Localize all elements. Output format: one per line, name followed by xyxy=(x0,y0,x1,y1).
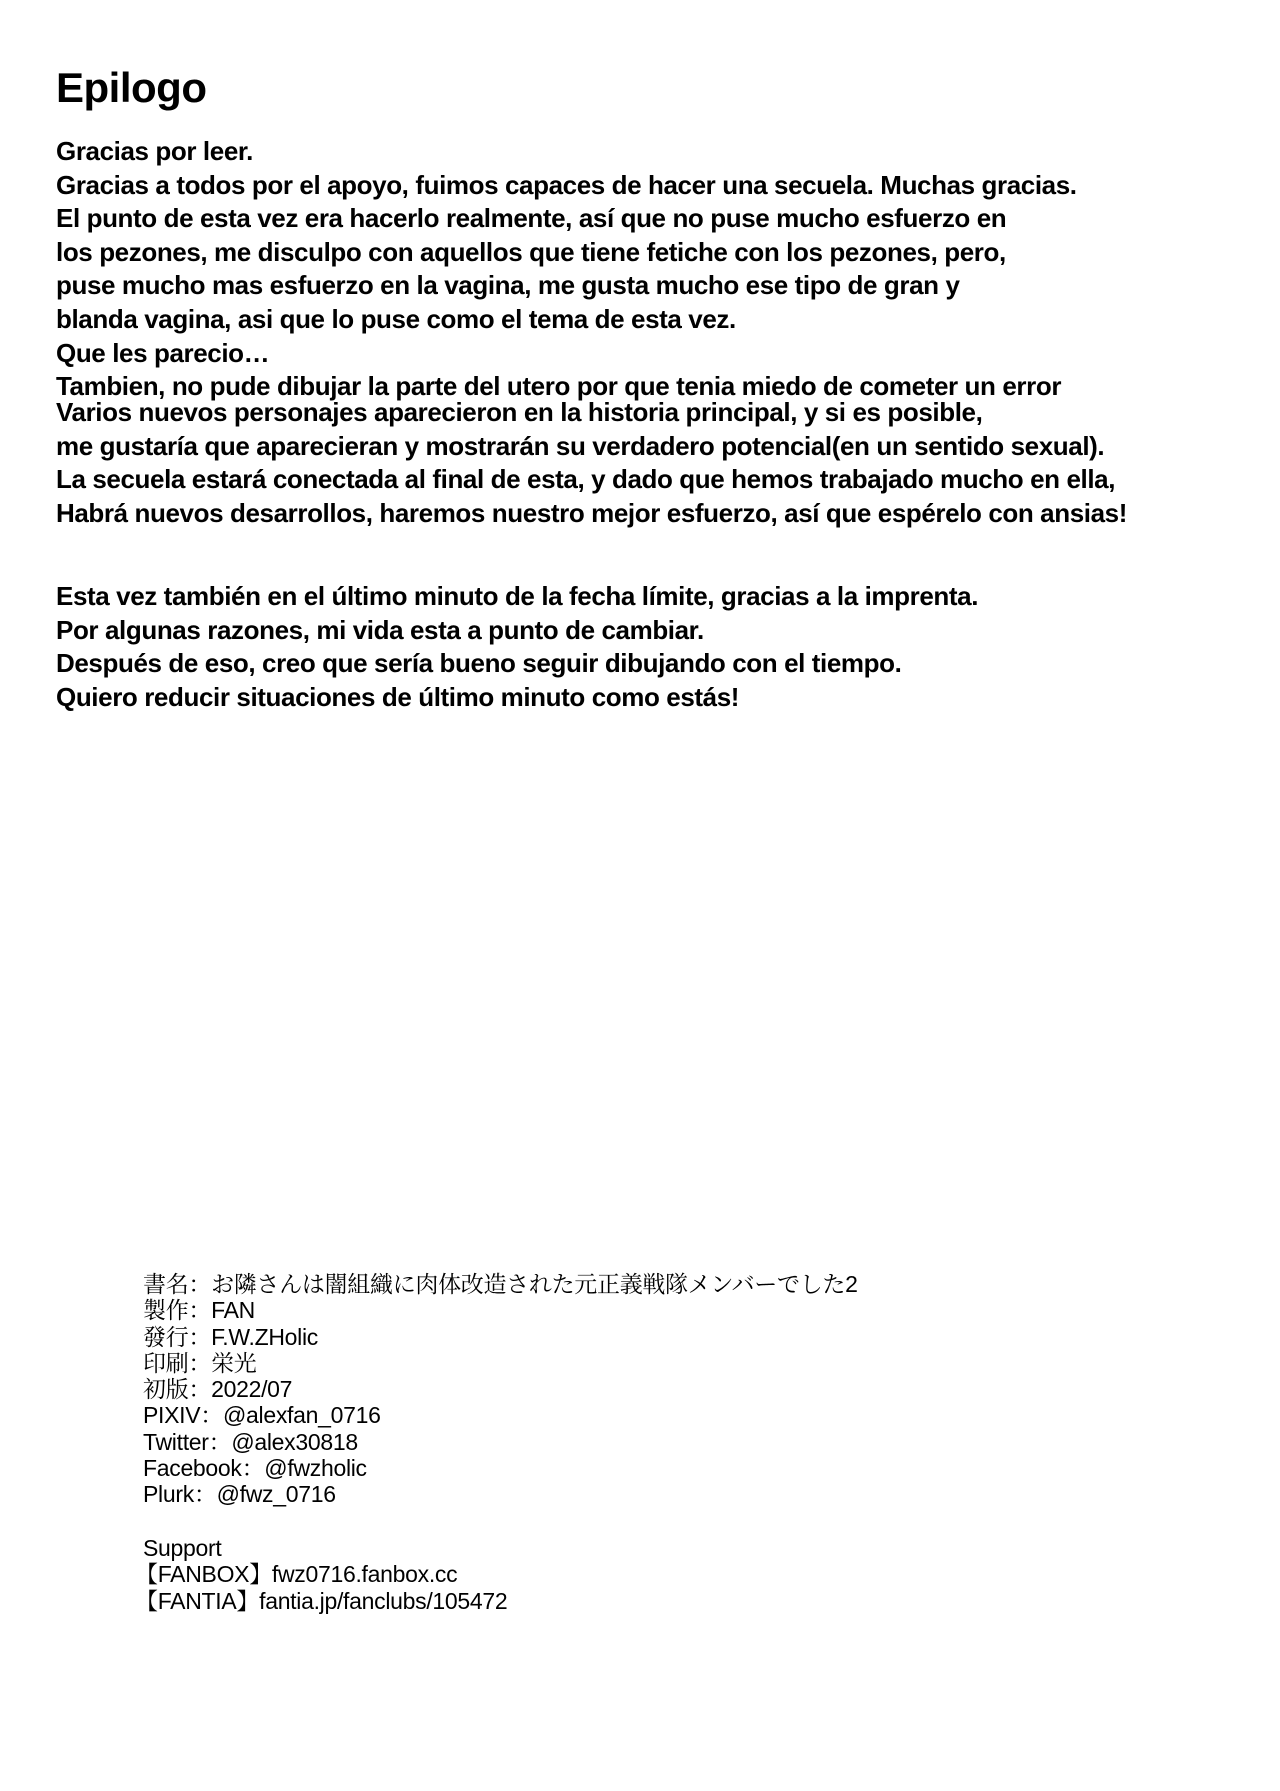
text-line: los pezones, me disculpo con aquellos que tiene fetiche con los pezones, pero, xyxy=(56,236,1006,267)
text-line: Gracias por leer. xyxy=(56,136,253,166)
page-title: Epilogo xyxy=(56,64,207,111)
fantia-link: 【FANTIA】fantia.jp/fanclubs/105472 xyxy=(135,1587,508,1614)
support-section xyxy=(135,1535,508,1614)
colophon-plurk: Plurk：@fwz_0716 xyxy=(143,1481,336,1508)
text-line: me gustaría que aparecieran y mostrarán su verdadero potencial(en un sentido sexual). xyxy=(56,430,1105,461)
colophon-twitter: Twitter：@alex30818 xyxy=(143,1428,358,1455)
text-line: Después de eso, creo que sería bueno seguir dibujando con el tiempo. xyxy=(56,648,902,679)
colophon xyxy=(143,1271,858,1508)
colophon-book-title: 書名：お隣さんは闇組織に肉体改造された元正義戦隊メンバーでした2 xyxy=(143,1271,858,1297)
paragraph-2 xyxy=(56,396,1127,530)
text-line: blanda vagina, asi que lo puse como el tema de esta vez. xyxy=(56,303,736,334)
text-line: La secuela estará conectada al final de esta, y dado que hemos trabajado mucho en ella, xyxy=(56,464,1116,495)
text-line: El punto de esta vez era hacerlo realmente, así que no puse mucho esfuerzo en xyxy=(56,203,1007,234)
colophon-author: 製作：FAN xyxy=(143,1297,255,1324)
colophon-publisher: 發行：F.W.ZHolic xyxy=(143,1323,318,1350)
colophon-pixiv: PIXIV：@alexfan_0716 xyxy=(143,1402,381,1429)
colophon-facebook: Facebook：@fwzholic xyxy=(143,1455,367,1482)
text-line: Que les parecio… xyxy=(56,337,270,368)
paragraph-3 xyxy=(56,580,978,714)
support-heading: Support xyxy=(143,1535,222,1561)
colophon-edition: 初版：2022/07 xyxy=(143,1376,293,1403)
text-line: Esta vez también en el último minuto de la fecha límite, gracias a la imprenta. xyxy=(56,581,979,611)
colophon-printer: 印刷：栄光 xyxy=(143,1349,257,1376)
text-line: Tambien, no pude dibujar la parte del utero por que tenia miedo de cometer un error xyxy=(56,371,1062,402)
text-line: Por algunas razones, mi vida esta a punto de cambiar. xyxy=(56,614,704,645)
text-line: Habrá nuevos desarrollos, haremos nuestro mejor esfuerzo, así que espérelo con ansias! xyxy=(56,497,1127,528)
text-line: puse mucho mas esfuerzo en la vagina, me gusta mucho ese tipo de gran y xyxy=(56,270,960,301)
text-line: Quiero reducir situaciones de último minuto como estás! xyxy=(56,681,740,712)
fanbox-link: 【FANBOX】fwz0716.fanbox.cc xyxy=(135,1561,458,1588)
paragraph-1 xyxy=(56,135,1077,404)
text-line: Varios nuevos personajes aparecieron en la historia principal, y si es posible, xyxy=(56,397,983,427)
text-line: Gracias a todos por el apoyo, fuimos capaces de hacer una secuela. Muchas gracias. xyxy=(56,169,1077,200)
